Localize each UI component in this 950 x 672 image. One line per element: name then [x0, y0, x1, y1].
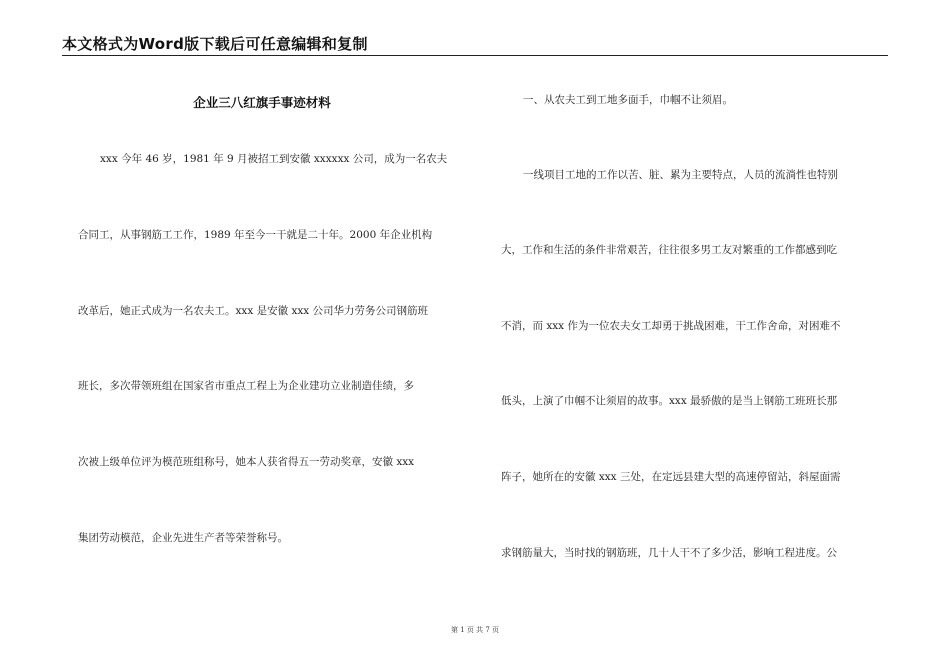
- paragraph-line: 不消，而 xxx 作为一位农夫女工却勇于挑战困难，干工作舍命，对困难不: [501, 320, 841, 332]
- download-banner: 本文格式为Word版下载后可任意编辑和复制: [62, 35, 368, 53]
- paragraph-line: xxx 今年 46 岁，1981 年 9 月被招工到安徽 xxxxxx 公司，成为一名农夫: [100, 153, 448, 165]
- paragraph-line: 改革后，她正式成为一名农夫工。xxx 是安徽 xxx 公司华力劳务公司钢筋班: [78, 305, 429, 317]
- paragraph-line: 阵子，她所在的安徽 xxx 三处，在定远县建大型的高速停留站，斜屋面需: [501, 471, 841, 483]
- paragraph-line: 班长，多次带领班组在国家省市重点工程上为企业建功立业制造佳绩，多: [78, 380, 414, 392]
- document-title: 企业三八红旗手事迹材料: [193, 95, 331, 110]
- page-number: 第 1 页 共 7 页: [450, 626, 500, 634]
- paragraph-line: 低头，上演了巾帼不让须眉的故事。xxx 最骄傲的是当上钢筋工班班长那: [501, 395, 838, 407]
- paragraph-line: 合同工，从事钢筋工工作，1989 年至今一干就是二十年。2000 年企业机构: [78, 229, 433, 241]
- paragraph-line: 集团劳动模范，企业先进生产者等荣誉称号。: [78, 532, 288, 544]
- paragraph-line: 求钢筋量大，当时找的钢筋班，几十人干不了多少活，影响工程进度。公: [501, 547, 837, 559]
- paragraph-line: 大，工作和生活的条件非常艰苦，往往很多男工友对繁重的工作都感到吃: [501, 244, 837, 256]
- section-heading: 一、从农夫工到工地多面手，巾帼不让须眉。: [523, 94, 733, 106]
- paragraph-line: 次被上级单位评为模范班组称号，她本人获省得五一劳动奖章，安徽 xxx: [78, 456, 415, 468]
- paragraph-line: 一线项目工地的工作以苦、脏、累为主要特点，人员的流淌性也特别: [523, 169, 838, 181]
- right-column: [501, 0, 891, 672]
- left-column: [78, 0, 468, 672]
